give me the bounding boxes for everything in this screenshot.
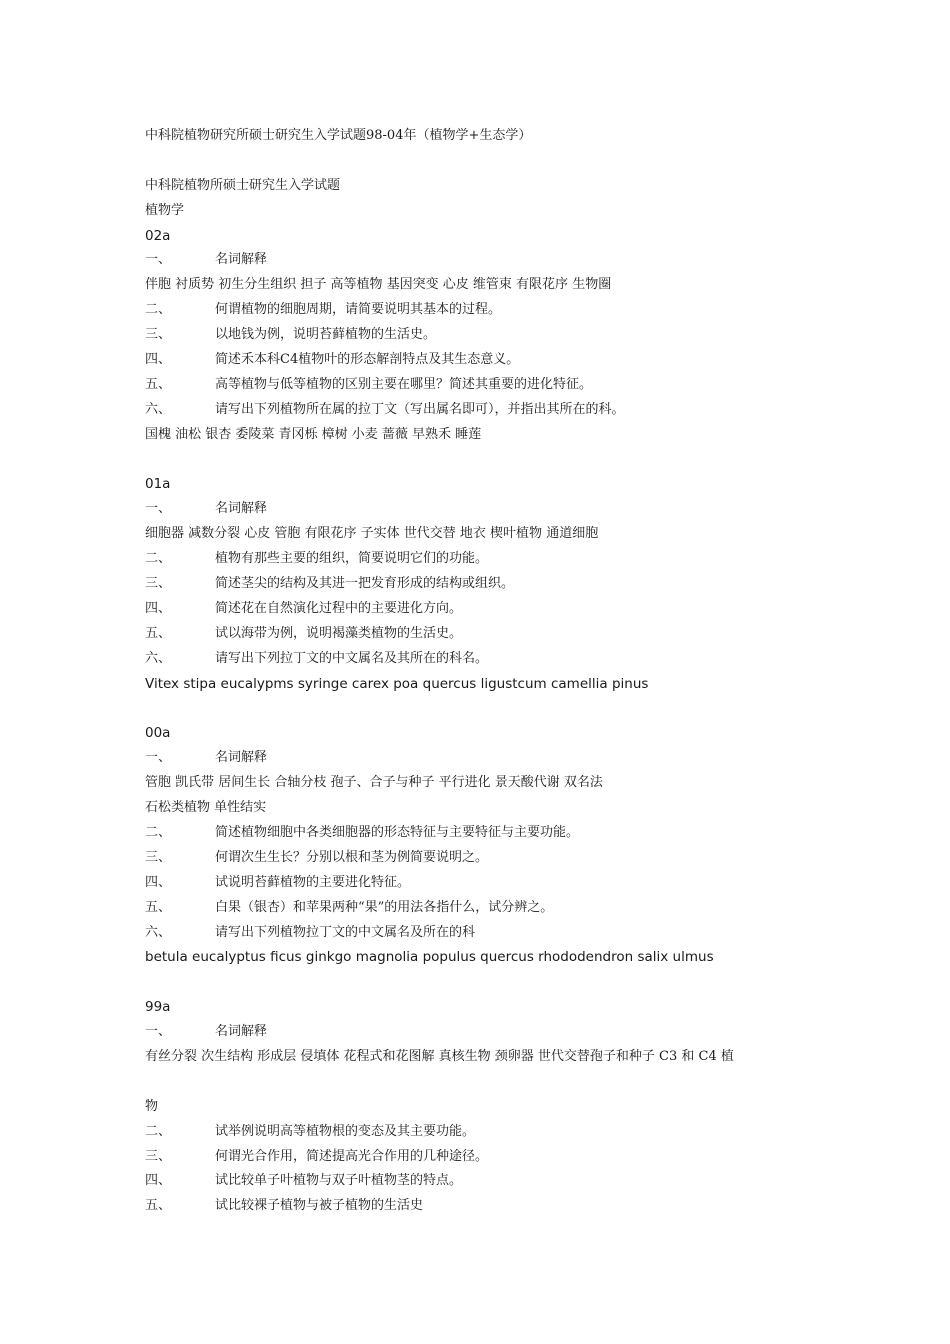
exam-sections (145, 224, 845, 1220)
question-number: 六、 (145, 401, 172, 417)
question-text: Vitex stipa eucalypms syringe carex poa quercus ligustcum camellia pinus (145, 675, 649, 692)
question-number: 一、 (145, 252, 172, 268)
question-text: 伴胞 衬质势 初生分生组织 担子 高等植物 基因突变 心皮 维管束 有限花序 生物圈 (145, 277, 612, 293)
question-line (145, 323, 845, 348)
document-title: 中科院植物研究所硕士研究生入学试题98-04年（植物学+生态学） (145, 128, 532, 143)
question-line (145, 1020, 845, 1045)
question-line (145, 622, 845, 647)
question-line (145, 1145, 845, 1170)
question-number: 二、 (145, 1123, 172, 1139)
question-line (145, 771, 845, 796)
question-line (145, 597, 845, 622)
question-line (145, 522, 845, 547)
question-text: 请写出下列植物所在属的拉丁文（写出属名即可），并指出其所在的科。 (215, 401, 625, 417)
question-number: 一、 (145, 1024, 172, 1040)
question-text: 试举例说明高等植物根的变态及其主要功能。 (215, 1123, 476, 1139)
question-text: 名词解释 (215, 750, 268, 766)
question-line (145, 921, 845, 946)
question-line (145, 1095, 845, 1120)
question-text: 何谓植物的细胞周期，请简要说明其基本的过程。 (215, 302, 502, 318)
question-text: 试比较单子叶植物与双子叶植物茎的特点。 (215, 1173, 463, 1189)
question-text: 植物有那些主要的组织，简要说明它们的功能。 (215, 551, 489, 567)
section-spacer (145, 696, 845, 721)
question-line (145, 398, 845, 423)
question-line (145, 423, 845, 448)
question-number: 五、 (145, 899, 172, 915)
section-label: 99a (145, 999, 171, 1016)
question-number: 一、 (145, 501, 172, 517)
question-number: 三、 (145, 1148, 172, 1164)
question-line (145, 298, 845, 323)
question-line (145, 497, 845, 522)
question-text: 简述禾本科C4植物叶的形态解剖特点及其生态意义。 (215, 352, 520, 368)
question-line (145, 547, 845, 572)
question-text: 简述茎尖的结构及其进一把发育形成的结构或组织。 (215, 576, 515, 592)
spacer (145, 149, 845, 174)
question-line (145, 1194, 845, 1219)
question-line (145, 273, 845, 298)
question-line (145, 1045, 845, 1070)
question-text: 名词解释 (215, 501, 268, 517)
question-text: 以地钱为例，说明苔藓植物的生活史。 (215, 327, 437, 343)
question-text: 石松类植物 单性结实 (145, 800, 267, 816)
section-label: 01a (145, 476, 171, 493)
question-line (145, 348, 845, 373)
section-spacer (145, 448, 845, 473)
question-line (145, 1120, 845, 1145)
subject-heading: 植物学 (145, 202, 185, 218)
question-number: 五、 (145, 376, 172, 392)
question-number: 三、 (145, 327, 172, 343)
question-text: 白果（银杏）和苹果两种“果”的用法各指什么，试分辨之。 (215, 899, 554, 915)
question-line (145, 871, 845, 896)
section-label: 02a (145, 227, 171, 244)
question-number: 二、 (145, 302, 172, 318)
section-spacer (145, 970, 845, 995)
question-line (145, 572, 845, 597)
question-text: 有丝分裂 次生结构 形成层 侵填体 花程式和花图解 真核生物 颈卵器 世代交替孢子和种子 C3 和 C4 植 (145, 1048, 734, 1064)
question-number: 二、 (145, 824, 172, 840)
question-line (145, 373, 845, 398)
question-number: 一、 (145, 750, 172, 766)
question-text: 名词解释 (215, 1024, 268, 1040)
question-text: 请写出下列植物拉丁文的中文属名及所在的科 (215, 924, 476, 940)
question-number: 三、 (145, 576, 172, 592)
question-number: 六、 (145, 650, 172, 666)
question-text: 高等植物与低等植物的区别主要在哪里？简述其重要的进化特征。 (215, 376, 593, 392)
question-text: 何谓光合作用，简述提高光合作用的几种途径。 (215, 1148, 489, 1164)
question-line (145, 248, 845, 273)
question-line (145, 796, 845, 821)
question-text: betula eucalyptus ficus ginkgo magnolia populus quercus rhododendron salix ulmus (145, 949, 714, 966)
document-page (145, 124, 845, 1219)
question-line (145, 846, 845, 871)
question-text: 管胞 凯氏带 居间生长 合轴分枝 孢子、合子与种子 平行进化 景天酸代谢 双名法 (145, 775, 603, 791)
question-line (145, 1169, 845, 1194)
question-line (145, 945, 845, 970)
question-text: 简述花在自然演化过程中的主要进化方向。 (215, 600, 463, 616)
question-text: 细胞器 减数分裂 心皮 管胞 有限花序 子实体 世代交替 地衣 楔叶植物 通道细胞 (145, 526, 599, 542)
section-label: 00a (145, 725, 171, 742)
question-number: 五、 (145, 625, 172, 641)
question-text: 何谓次生生长？分别以根和茎为例简要说明之。 (215, 849, 489, 865)
question-number: 三、 (145, 849, 172, 865)
question-text: 试说明苔藓植物的主要进化特征。 (215, 874, 411, 890)
question-text: 请写出下列拉丁文的中文属名及其所在的科名。 (215, 650, 489, 666)
question-line (145, 896, 845, 921)
question-line (145, 821, 845, 846)
question-text: 物 (145, 1098, 159, 1114)
question-text: 试比较裸子植物与被子植物的生活史 (215, 1198, 424, 1214)
question-text: 简述植物细胞中各类细胞器的形态特征与主要特征与主要功能。 (215, 824, 580, 840)
question-line (145, 647, 845, 672)
blank-line (145, 1070, 845, 1095)
question-line (145, 672, 845, 697)
question-number: 四、 (145, 352, 172, 368)
question-number: 四、 (145, 874, 172, 890)
question-text: 名词解释 (215, 252, 268, 268)
question-number: 六、 (145, 924, 172, 940)
question-number: 四、 (145, 1173, 172, 1189)
question-text: 试以海带为例，说明褐藻类植物的生活史。 (215, 625, 463, 641)
question-number: 二、 (145, 551, 172, 567)
question-number: 五、 (145, 1198, 172, 1214)
question-number: 四、 (145, 600, 172, 616)
document-subtitle: 中科院植物所硕士研究生入学试题 (145, 177, 341, 193)
question-text: 国槐 油松 银杏 委陵菜 青冈栎 樟树 小麦 蔷薇 早熟禾 睡莲 (145, 426, 482, 442)
question-line (145, 746, 845, 771)
